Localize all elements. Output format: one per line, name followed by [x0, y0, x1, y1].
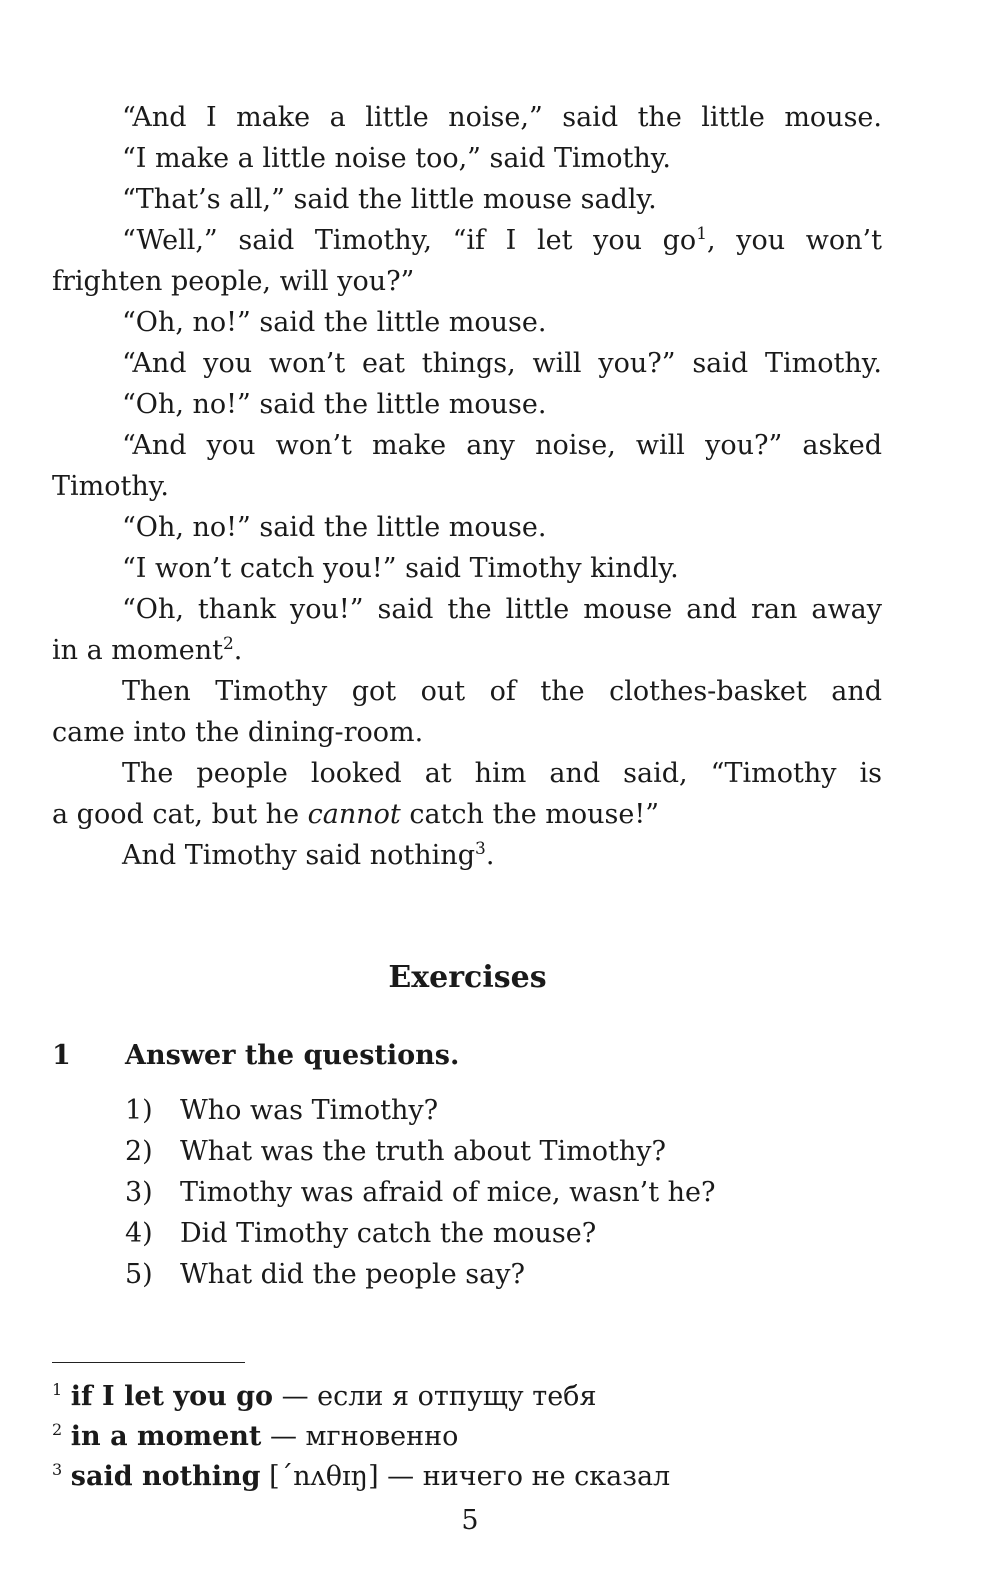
story-line: “And you won’t eat things, will you?” said Timothy. [122, 348, 882, 379]
story-line: And Timothy said nothing$^3$. [122, 839, 495, 871]
footnote-term: if I let you go [70, 1381, 274, 1412]
footnote-marker: 1 [696, 224, 708, 244]
question-item [125, 1213, 715, 1254]
story-line: “And you won’t make any noise, will you?” asked [122, 430, 882, 461]
footnote [52, 1417, 670, 1457]
exercise-header [52, 1036, 459, 1076]
footnotes [52, 1377, 670, 1497]
question-item [125, 1254, 715, 1295]
story-line: in a moment$^2$. [52, 634, 243, 666]
footnote-divider [52, 1362, 245, 1363]
story-line: The people looked at him and said, “Timothy is [122, 758, 882, 789]
footnote-translation: — если я отпущу тебя [273, 1381, 597, 1412]
footnote-marker: 2 [222, 634, 234, 654]
question-item [125, 1090, 715, 1131]
story-line: “I make a little noise too,” said Timothy. [122, 143, 671, 174]
story-line: “Oh, no!” said the little mouse. [122, 389, 547, 420]
footnote-term: in a moment [70, 1421, 262, 1452]
section-heading: Exercises [388, 960, 547, 995]
story-line: “I won’t catch you!” said Timothy kindly. [122, 553, 679, 584]
emphasis: cannot [307, 799, 401, 830]
story-line: “Oh, no!” said the little mouse. [122, 307, 547, 338]
question-number: 2) [125, 1136, 153, 1167]
question-item [125, 1172, 715, 1213]
footnote-translation: [ˊnʌθɪŋ] — ничего не сказал [260, 1461, 671, 1492]
story-text [52, 97, 882, 876]
story-line: “Well,” said Timothy, “if I let you $go^1$, you won’t [122, 224, 882, 256]
question-number: 1) [125, 1095, 153, 1126]
story-line: “That’s all,” said the little mouse sadly. [122, 184, 657, 215]
question-text: Timothy was afraid of mice, wasn’t he? [180, 1177, 716, 1208]
question-number: 5) [125, 1259, 153, 1290]
question-text: Who was Timothy? [180, 1095, 439, 1126]
footnote-term: said nothing [70, 1461, 261, 1492]
question-number: 4) [125, 1218, 153, 1249]
exercise-instruction: Answer the questions. [125, 1040, 460, 1071]
story-line: “Oh, no!” said the little mouse. [122, 512, 547, 543]
story-line: came into the dining-room. [52, 717, 424, 748]
question-number: 3) [125, 1177, 153, 1208]
story-line: frighten people, will you?” [52, 266, 415, 297]
footnote-marker: 3 [474, 839, 486, 859]
footnote-mark: 2 [52, 1420, 63, 1439]
question-text: What was the truth about Timothy? [180, 1136, 667, 1167]
footnote-translation: — мгновенно [261, 1421, 459, 1452]
footnote [52, 1377, 670, 1417]
page-number: 5 [461, 1505, 479, 1536]
story-line: Timothy. [52, 471, 169, 502]
footnote [52, 1457, 670, 1497]
question-item [125, 1131, 715, 1172]
question-list [125, 1090, 715, 1295]
question-text: What did the people say? [180, 1259, 525, 1290]
story-line: “And I make a little noise,” said the little mouse. [122, 102, 882, 133]
footnote-mark: 1 [52, 1380, 63, 1399]
question-text: Did Timothy catch the mouse? [180, 1218, 597, 1249]
exercise-number: 1 [52, 1040, 71, 1071]
footnote-mark: 3 [52, 1460, 63, 1479]
story-line: Then Timothy got out of the clothes-basket and [122, 676, 882, 707]
story-line: a good cat, but he cannot catch the mouse!” [52, 799, 660, 830]
story-line: “Oh, thank you!” said the little mouse and ran away [122, 594, 882, 625]
